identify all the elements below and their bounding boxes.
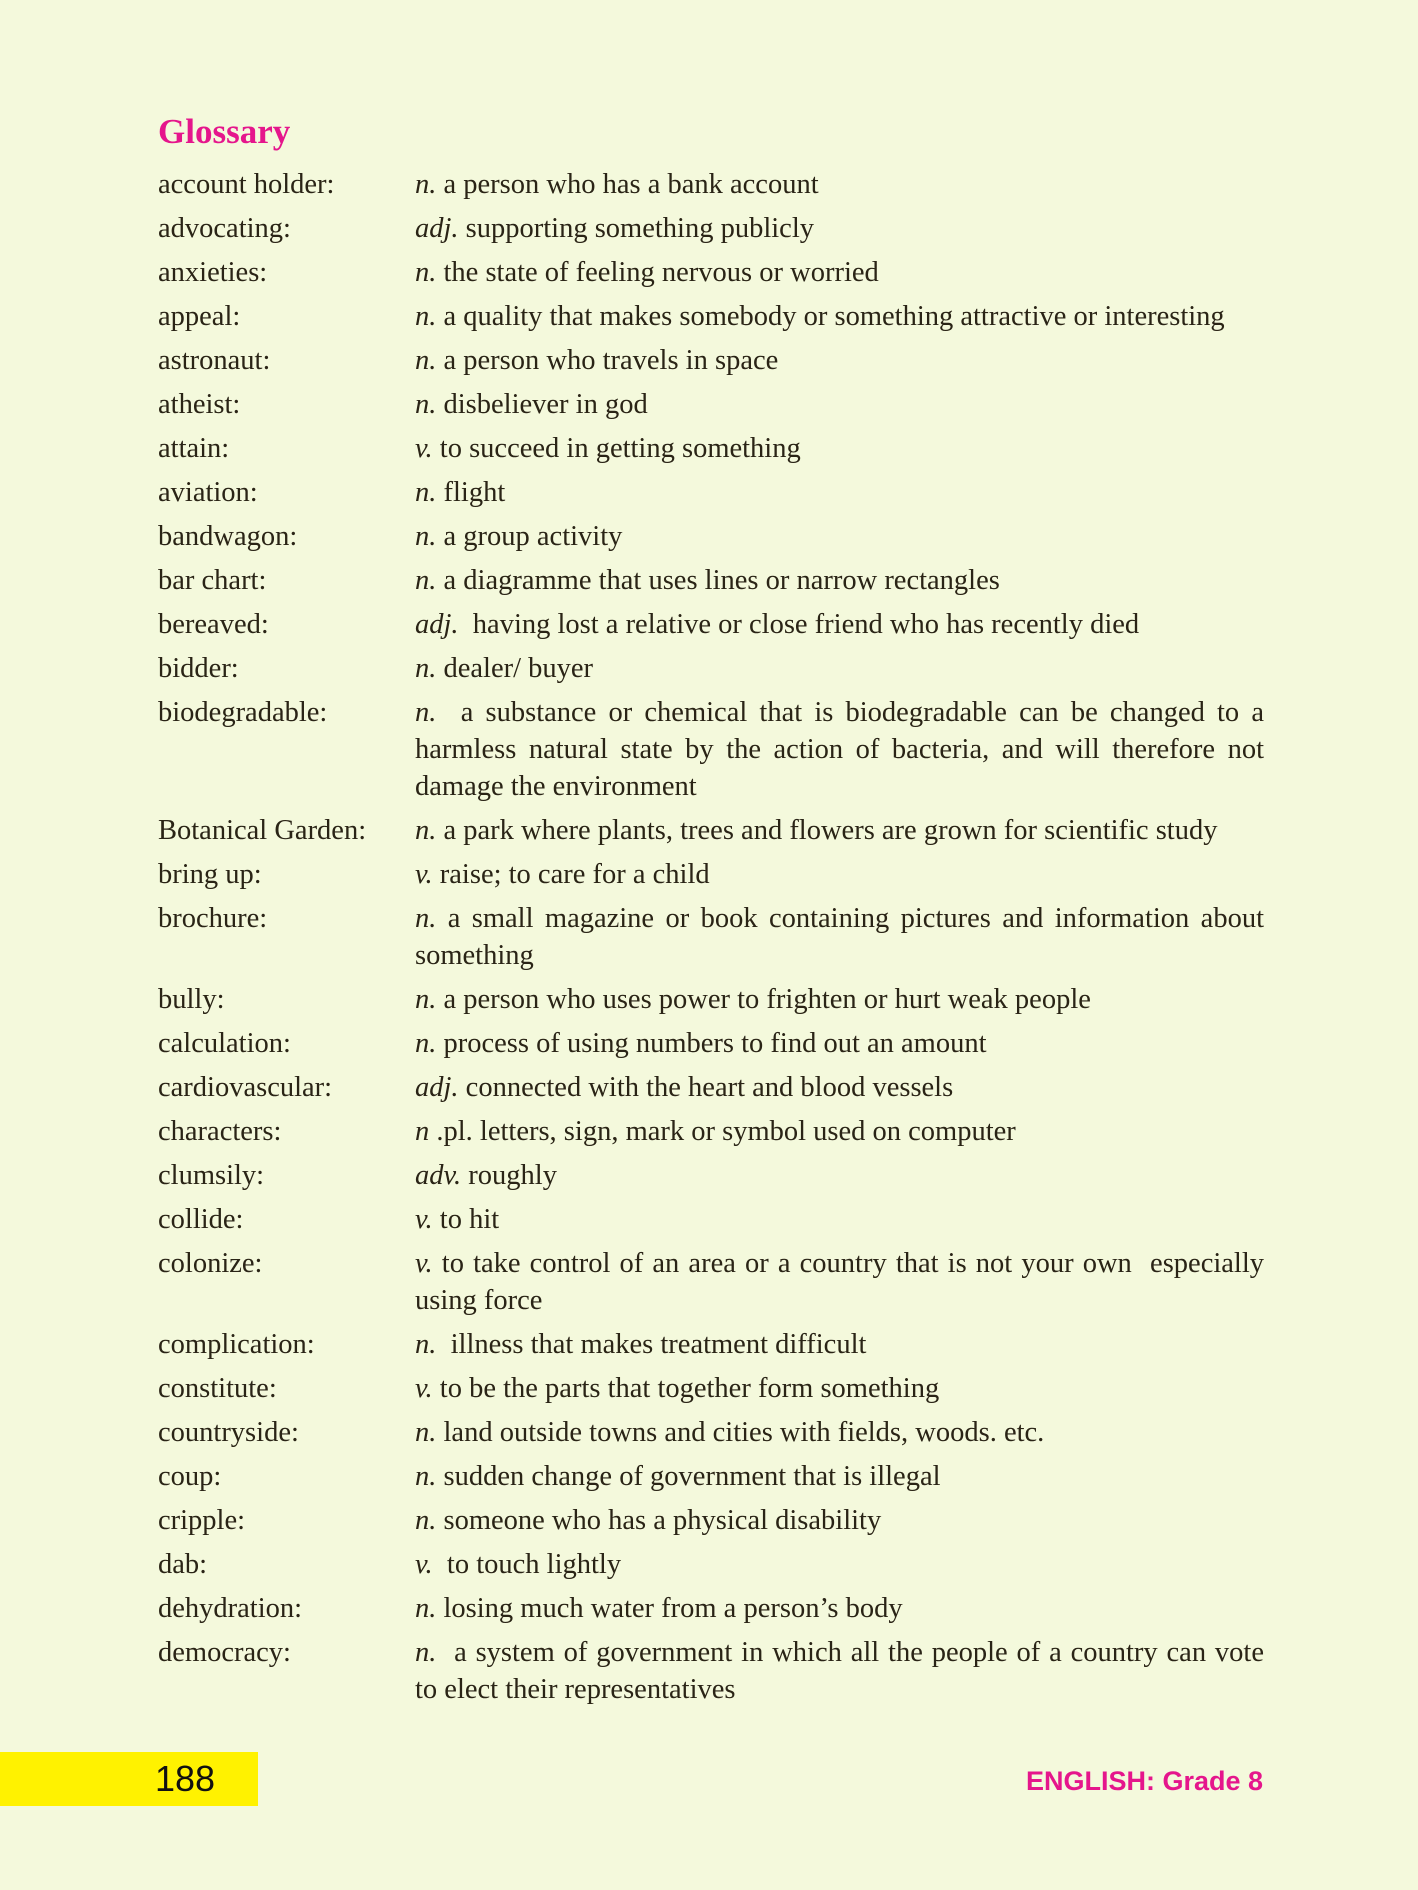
glossary-definition [415,342,1264,379]
definition-text: a person who travels in space [436,345,779,376]
glossary-definition [415,812,1264,849]
definition-text: losing much water from a person’s body [436,1593,903,1624]
glossary-definition [415,1326,1264,1363]
glossary-definition [415,1634,1272,1708]
glossary-term: account holder: [158,169,335,200]
glossary-entry [158,166,1264,203]
glossary-entry [158,474,1264,511]
glossary-entry [158,254,1264,291]
definition-text: a small magazine or book containing pictures and information about something [415,903,1272,971]
glossary-term: cripple: [158,1505,246,1536]
glossary-entry [158,342,1264,379]
definition-text: a group activity [436,521,623,552]
glossary-entry [158,562,1264,599]
definition-text: raise; to care for a child [432,859,710,890]
part-of-speech: n. [415,697,437,728]
glossary-definition [415,1414,1264,1451]
part-of-speech: v. [415,1248,433,1279]
glossary-term: bidder: [158,653,239,684]
glossary-term: bereaved: [158,609,269,640]
glossary-term: bring up: [158,859,262,890]
glossary-entry [158,1113,1264,1150]
glossary-entry [158,1546,1264,1583]
glossary-entry [158,1201,1264,1238]
part-of-speech: n. [415,653,437,684]
definition-text: illness that makes treatment difficult [436,1329,867,1360]
definition-text: to be the parts that together form something [432,1373,940,1404]
glossary-definition [415,562,1264,599]
glossary-definition [415,1502,1264,1539]
part-of-speech: n. [415,389,437,420]
definition-text: sudden change of government that is illegal [436,1461,941,1492]
part-of-speech: n. [415,984,437,1015]
glossary-definition [415,981,1264,1018]
part-of-speech: n. [415,903,437,934]
part-of-speech: n. [415,1028,437,1059]
glossary-term: anxieties: [158,257,268,288]
glossary-definition [415,606,1264,643]
part-of-speech: n. [415,1637,437,1668]
part-of-speech: v. [415,1373,433,1404]
glossary-term: dab: [158,1549,208,1580]
glossary-list [158,166,1272,1715]
definition-text: flight [436,477,506,508]
glossary-entry [158,1069,1264,1106]
part-of-speech: n. [415,565,437,596]
glossary-term: dehydration: [158,1593,303,1624]
glossary-entry [158,210,1264,247]
glossary-term: calculation: [158,1028,291,1059]
part-of-speech: n. [415,345,437,376]
definition-text: .pl. letters, sign, mark or symbol used on computer [429,1116,1016,1147]
definition-text: land outside towns and cities with fields, woods. etc. [436,1417,1045,1448]
glossary-term: colonize: [158,1248,263,1279]
part-of-speech: v. [415,859,433,890]
glossary-definition [415,518,1264,555]
part-of-speech: v. [415,1204,433,1235]
glossary-term: complication: [158,1329,315,1360]
glossary-definition [415,1458,1264,1495]
glossary-entry [158,1370,1264,1407]
glossary-entry [158,1502,1264,1539]
glossary-definition [415,650,1264,687]
glossary-definition [415,474,1264,511]
glossary-entry [158,981,1264,1018]
glossary-definition [415,1157,1264,1194]
glossary-term: atheist: [158,389,241,420]
page-number: 188 [155,1758,216,1799]
glossary-definition [415,386,1264,423]
glossary-definition [415,1546,1264,1583]
glossary-term: biodegradable: [158,697,328,728]
definition-text: a system of government in which all the people of a country can vote to elect their representatives [415,1637,1272,1705]
glossary-entry [158,386,1264,423]
part-of-speech: n. [415,301,437,332]
glossary-entry [158,900,1272,974]
definition-text: to hit [432,1204,500,1235]
glossary-entry [158,1025,1264,1062]
definition-text: dealer/ buyer [436,653,594,684]
glossary-term: aviation: [158,477,258,508]
glossary-definition [415,1113,1264,1150]
glossary-definition [415,1590,1264,1627]
glossary-entry [158,1590,1264,1627]
definition-text: to succeed in getting something [432,433,801,464]
definition-text: roughly [461,1160,557,1191]
part-of-speech: n. [415,477,437,508]
glossary-entry [158,430,1264,467]
part-of-speech: n [415,1116,430,1147]
definition-text: a park where plants, trees and flowers are grown for scientific study [436,815,1218,846]
part-of-speech: n. [415,521,437,552]
glossary-term: bully: [158,984,225,1015]
book-title: ENGLISH: Grade 8 [1025,1766,1263,1796]
part-of-speech: v. [415,433,433,464]
definition-text: connected with the heart and blood vessels [458,1072,954,1103]
definition-text: a person who has a bank account [436,169,819,200]
glossary-definition [415,1201,1264,1238]
glossary-term: bandwagon: [158,521,298,552]
part-of-speech: adj. [415,213,459,244]
page-number-band [0,1752,258,1806]
definition-text: to touch lightly [432,1549,622,1580]
definition-text: to take control of an area or a country that is not your own especially using force [415,1248,1272,1316]
glossary-definition [415,856,1264,893]
part-of-speech: n. [415,169,437,200]
glossary-term: brochure: [158,903,268,934]
glossary-entry [158,650,1264,687]
glossary-term: advocating: [158,213,291,244]
definition-text: a person who uses power to frighten or hurt weak people [436,984,1091,1015]
glossary-definition [415,1025,1264,1062]
part-of-speech: n. [415,815,437,846]
definition-text: supporting something publicly [458,213,814,244]
glossary-entry [158,518,1264,555]
glossary-definition [415,1245,1272,1319]
glossary-entry [158,1245,1272,1319]
definition-text: the state of feeling nervous or worried [436,257,879,288]
glossary-entry [158,1157,1264,1194]
part-of-speech: n. [415,257,437,288]
glossary-term: constitute: [158,1373,277,1404]
glossary-definition [415,1069,1264,1106]
part-of-speech: v. [415,1549,433,1580]
glossary-term: appeal: [158,301,241,332]
part-of-speech: adj. [415,1072,459,1103]
glossary-definition [415,900,1272,974]
definition-text: a substance or chemical that is biodegradable can be changed to a harmless natural state by the action of bacteria, and will therefore not damage the environment [415,697,1272,802]
part-of-speech: n. [415,1505,437,1536]
glossary-definition [415,166,1264,203]
glossary-definition [415,298,1264,335]
definition-text: having lost a relative or close friend who has recently died [458,609,1140,640]
glossary-definition [415,254,1264,291]
definition-text: someone who has a physical disability [436,1505,882,1536]
glossary-entry [158,812,1264,849]
glossary-term: attain: [158,433,230,464]
glossary-entry [158,1458,1264,1495]
glossary-entry [158,606,1264,643]
glossary-entry [158,1634,1272,1708]
part-of-speech: n. [415,1461,437,1492]
definition-text: a diagramme that uses lines or narrow rectangles [436,565,1000,596]
glossary-entry [158,856,1264,893]
glossary-term: bar chart: [158,565,267,596]
glossary-term: clumsily: [158,1160,265,1191]
glossary-term: astronaut: [158,345,271,376]
glossary-term: coup: [158,1461,222,1492]
page-title: Glossary [158,112,291,151]
glossary-definition [415,210,1264,247]
part-of-speech: n. [415,1329,437,1360]
glossary-definition [415,430,1264,467]
glossary-term: Botanical Garden: [158,815,367,846]
glossary-term: collide: [158,1204,244,1235]
glossary-definition [415,1370,1264,1407]
definition-text: process of using numbers to find out an amount [436,1028,987,1059]
glossary-term: democracy: [158,1637,291,1668]
glossary-entry [158,1326,1264,1363]
glossary-definition [415,694,1272,805]
part-of-speech: n. [415,1417,437,1448]
definition-text: disbeliever in god [436,389,648,420]
glossary-term: cardiovascular: [158,1072,333,1103]
part-of-speech: adv. [415,1160,462,1191]
glossary-entry [158,298,1264,335]
glossary-term: countryside: [158,1417,299,1448]
glossary-entry [158,694,1272,805]
definition-text: a quality that makes somebody or something attractive or interesting [436,301,1225,332]
glossary-term: characters: [158,1116,282,1147]
part-of-speech: n. [415,1593,437,1624]
glossary-entry [158,1414,1264,1451]
part-of-speech: adj. [415,609,459,640]
